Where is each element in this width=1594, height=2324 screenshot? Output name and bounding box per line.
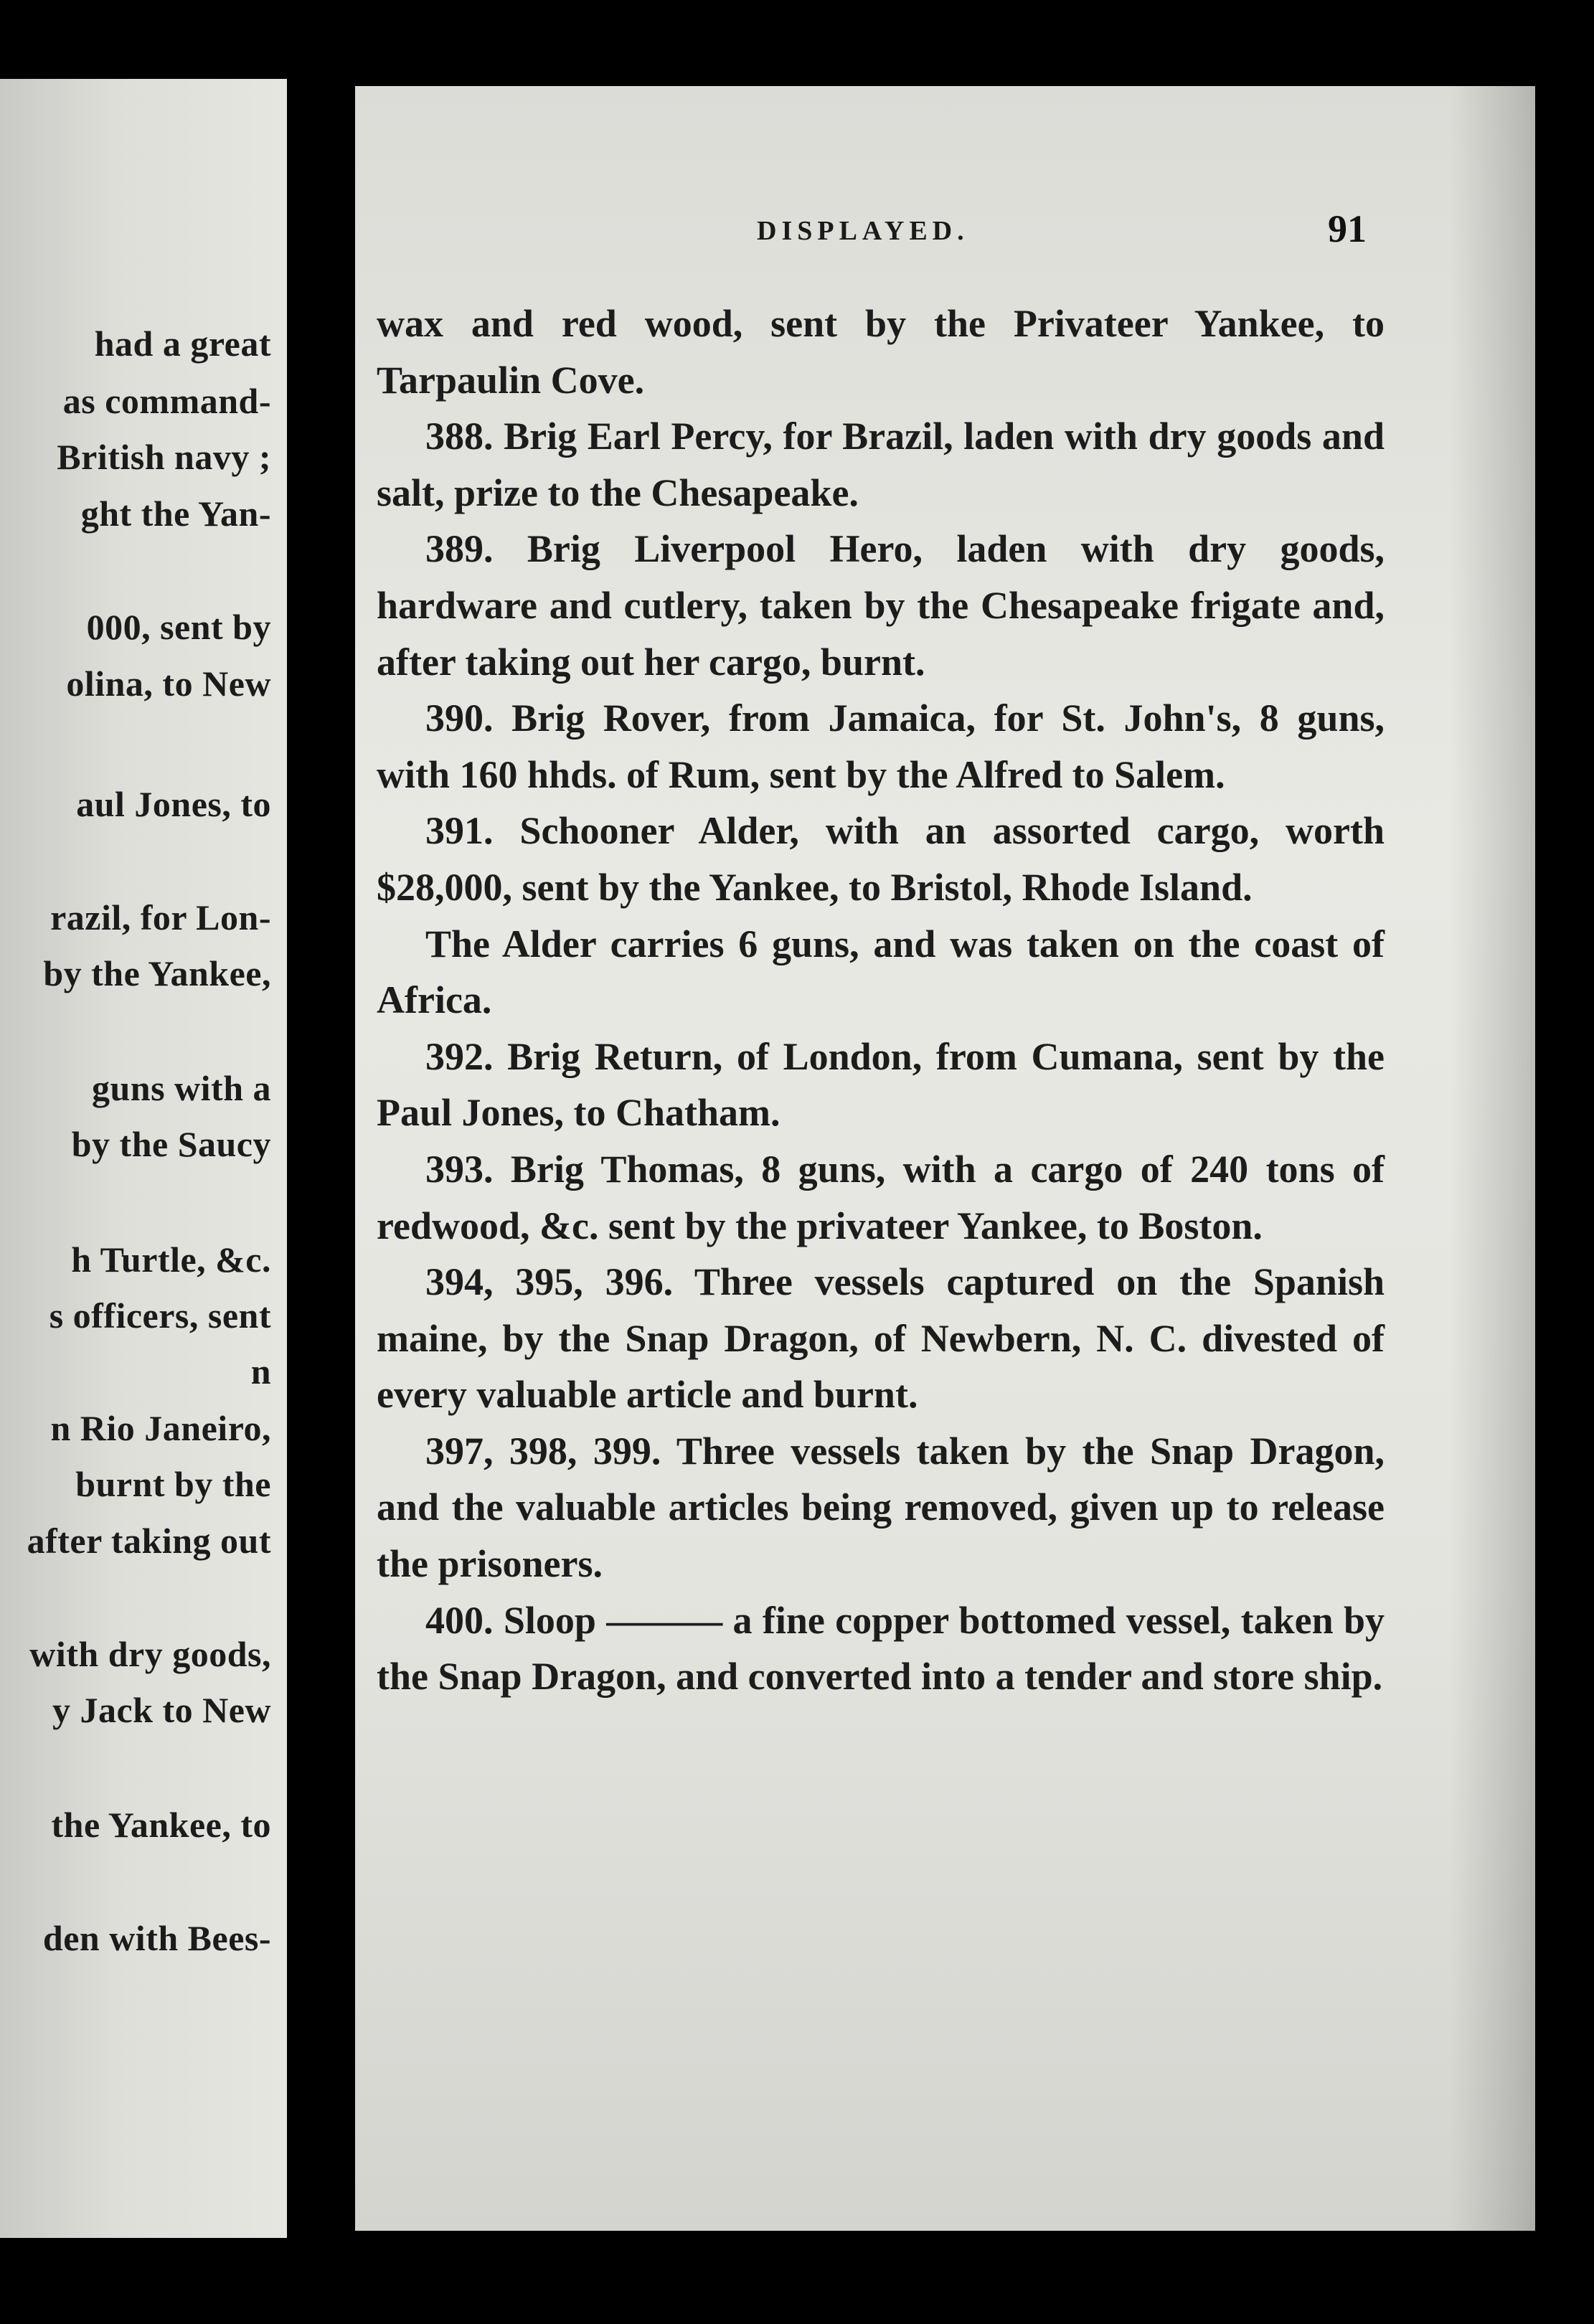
left-page-line: n (250, 1351, 271, 1392)
paragraph-entry-391: 391. Schooner Alder, with an assorted cargo, worth $28,000, sent by the Yankee, to Bristol, Rhode Island. (377, 809, 1385, 909)
left-page-line: y Jack to New (52, 1690, 271, 1730)
page-body (377, 296, 1385, 1705)
left-page-line: n Rio Janeiro, (50, 1408, 271, 1448)
paragraph-entry-388: 388. Brig Earl Percy, for Brazil, laden with dry goods and salt, prize to the Chesapeake. (377, 415, 1385, 514)
left-page-line: as command- (62, 381, 271, 421)
left-page-line: by the Yankee, (43, 953, 271, 993)
paragraph-entry-397-399: 397, 398, 399. Three vessels taken by the Snap Dragon, and the valuable articles being removed, given up to release the prisoners. (377, 1429, 1385, 1586)
left-page-fragment (0, 79, 287, 2238)
left-page-line: h Turtle, &c. (71, 1239, 271, 1280)
paragraph-entry-389: 389. Brig Liverpool Hero, laden with dry goods, hardware and cutlery, taken by the Chesapeake frigate and, after taking out her cargo, burnt. (377, 527, 1385, 684)
left-page-line: 000, sent by (86, 607, 271, 647)
paragraph-note-alder: The Alder carries 6 guns, and was taken on the coast of Africa. (377, 922, 1385, 1022)
left-page-line: razil, for Lon- (50, 897, 271, 937)
left-page-line: s officers, sent (49, 1295, 271, 1336)
page-number: 91 (1328, 207, 1367, 250)
running-head: DISPLAYED. (757, 216, 969, 246)
paragraph-entry-393: 393. Brig Thomas, 8 guns, with a cargo of 240 tons of redwood, &c. sent by the privateer Yankee, to Boston. (377, 1147, 1385, 1247)
paragraph: wax and red wood, sent by the Privateer Yankee, to Tarpaulin Cove. (377, 302, 1385, 402)
left-page-line: ght the Yan- (80, 493, 271, 534)
left-page-line: British navy ; (57, 437, 271, 477)
left-page-line: aul Jones, to (76, 784, 271, 824)
left-page-line: burnt by the (75, 1464, 271, 1504)
paragraph-entry-400: 400. Sloop ——— a fine copper bottomed vessel, taken by the Snap Dragon, and converted into a tender and store ship. (377, 1598, 1385, 1699)
left-page-line: guns with a (91, 1068, 271, 1108)
left-page-line: the Yankee, to (51, 1805, 271, 1845)
paragraph-entry-392: 392. Brig Return, of London, from Cumana, sent by the Paul Jones, to Chatham. (377, 1034, 1385, 1135)
right-page (355, 86, 1535, 2231)
left-page-line: olina, to New (66, 663, 271, 704)
left-page-line: den with Bees- (42, 1918, 271, 1958)
left-page-line: after taking out (27, 1521, 271, 1561)
paragraph-entry-390: 390. Brig Rover, from Jamaica, for St. John's, 8 guns, with 160 hhds. of Rum, sent by the Alfred to Salem. (377, 696, 1385, 796)
left-page-line: with dry goods, (29, 1634, 271, 1674)
paragraph-entry-394-396: 394, 395, 396. Three vessels captured on the Spanish maine, by the Snap Dragon, of Newbern, N. C. divested of every valuable article and burnt. (377, 1260, 1385, 1417)
left-page-line: had a great (94, 323, 271, 364)
left-page-line: by the Saucy (71, 1124, 271, 1164)
